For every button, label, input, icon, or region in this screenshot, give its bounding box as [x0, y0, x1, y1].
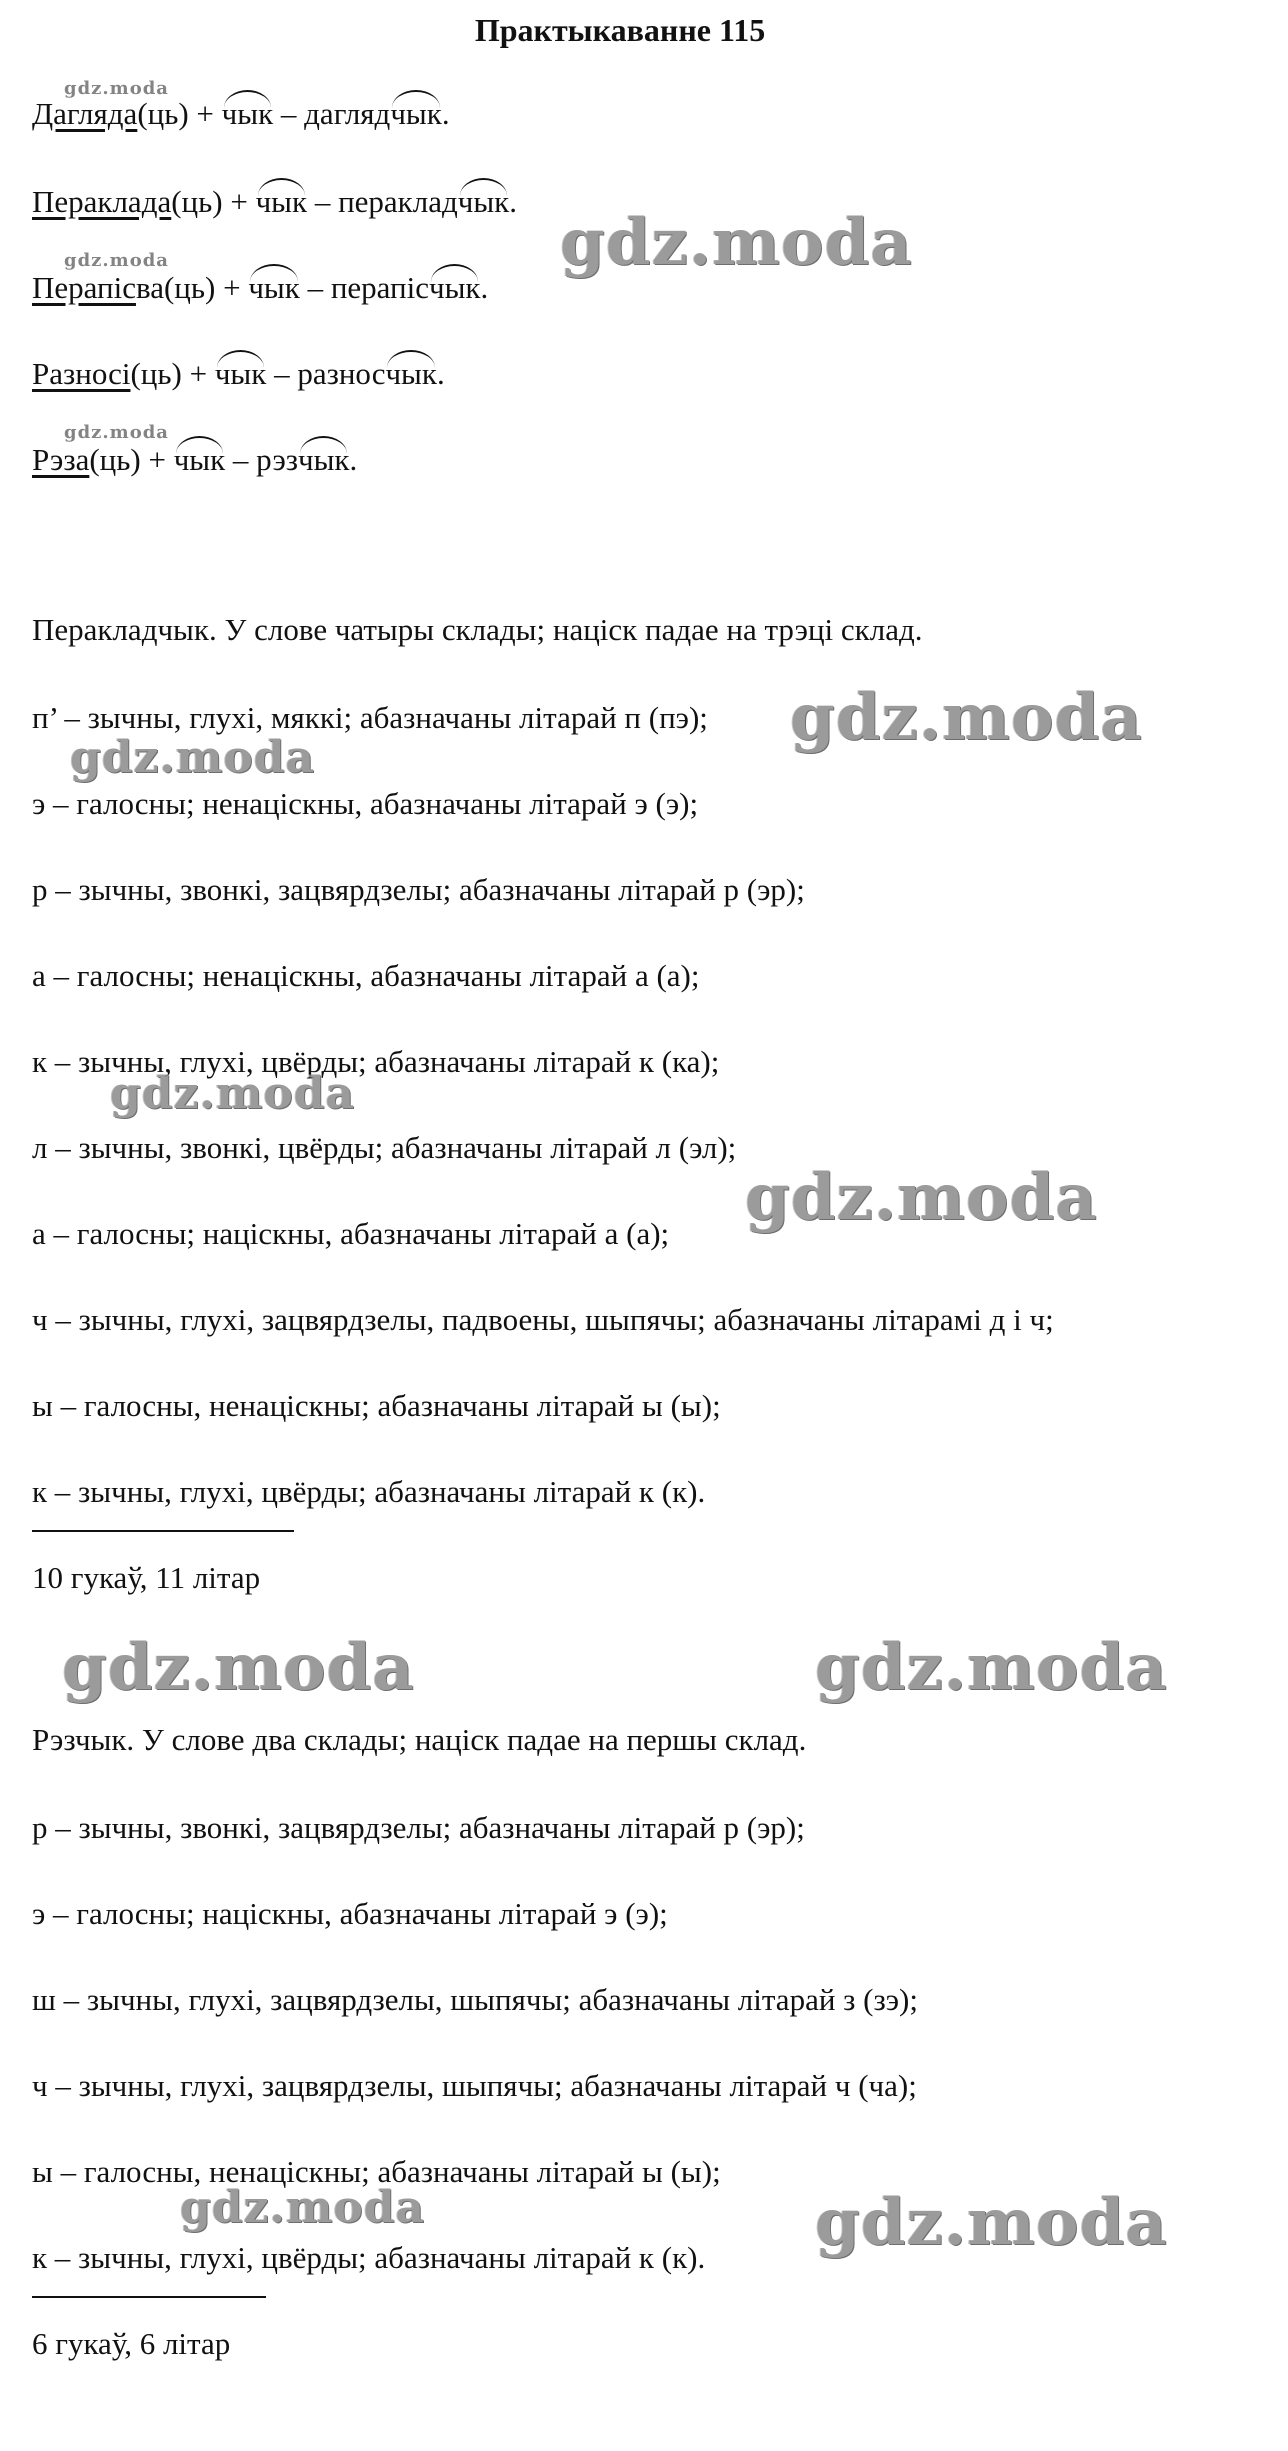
- total-count: 6 гукаў, 6 літар: [32, 2326, 231, 2361]
- word-stem: Пераклада: [32, 184, 172, 219]
- sound-line: а – галосны; ненаціскны, абазначаны літарай а (а);: [32, 958, 700, 993]
- sound-line: а – галосны; націскны, абазначаны літарай а (а);: [32, 1216, 670, 1251]
- suffix-mark: чык: [173, 442, 226, 477]
- watermark: gdz.moda: [815, 2185, 1168, 2260]
- sound-line: р – зычны, звонкі, зацвярдзелы; абазначаны літарай р (эр);: [32, 1810, 805, 1845]
- watermark: gdz.moda: [560, 205, 913, 280]
- watermark: gdz.moda: [790, 680, 1143, 755]
- sound-line: э – галосны; націскны, абазначаны літарай э (э);: [32, 1896, 668, 1931]
- sound-line: к – зычны, глухі, цвёрды; абазначаны літарай к (к).: [32, 2240, 706, 2275]
- sound-line: п’ – зычны, глухі, мяккі; абазначаны літарай п (пэ);: [32, 700, 708, 735]
- suffix-mark: чык: [221, 96, 274, 131]
- divider: [32, 1530, 294, 1532]
- suffix-mark: чык: [390, 96, 442, 131]
- sound-line: к – зычны, глухі, цвёрды; абазначаны літарай к (к).: [32, 1474, 706, 1509]
- sound-line: к – зычны, глухі, цвёрды; абазначаны літарай к (ка);: [32, 1044, 720, 1079]
- word-stem: Перапіс: [32, 270, 136, 305]
- sound-line: ы – галосны, ненаціскны; абазначаны літарай ы (ы);: [32, 2154, 721, 2189]
- word-stem: Разносі: [32, 356, 131, 391]
- formation-line: Дагляда(ць) + чык – даглядчык.: [32, 96, 450, 131]
- formation-line: Рэза(ць) + чык – рэзчык.: [32, 442, 358, 477]
- watermark: gdz.moda: [745, 1160, 1098, 1235]
- formation-line: Разносі(ць) + чык – разносчык.: [32, 356, 445, 391]
- watermark: gdz.moda: [64, 78, 169, 99]
- divider: [32, 2296, 266, 2298]
- watermark: gdz.moda: [64, 250, 169, 271]
- formation-line: Перапісва(ць) + чык – перапісчык.: [32, 270, 489, 305]
- sound-line: л – зычны, звонкі, цвёрды; абазначаны літарай л (эл);: [32, 1130, 737, 1165]
- page-title: Практыкаванне 115: [474, 12, 766, 48]
- suffix-mark: чык: [428, 270, 481, 305]
- watermark: gdz.moda: [180, 2182, 426, 2233]
- formation-line: Пераклада(ць) + чык – перaкладчык.: [32, 184, 517, 219]
- sound-line: ы – галосны, ненаціскны; абазначаны літарай ы (ы);: [32, 1388, 721, 1423]
- suffix-mark: чык: [248, 270, 300, 305]
- sound-line: э – галосны; ненаціскны, абазначаны літарай э (э);: [32, 786, 699, 821]
- watermark: gdz.moda: [62, 1630, 415, 1705]
- watermark: gdz.moda: [70, 732, 316, 783]
- watermark: gdz.moda: [815, 1630, 1168, 1705]
- suffix-mark: чык: [298, 442, 350, 477]
- suffix-mark: чык: [255, 184, 308, 219]
- suffix-mark: чык: [385, 356, 437, 391]
- word-stem: Дагляда: [32, 96, 138, 131]
- sound-line: ч – зычны, глухі, зацвярдзелы, шыпячы; абазначаны літарай ч (ча);: [32, 2068, 917, 2103]
- sound-line: ш – зычны, глухі, зацвярдзелы, шыпячы; абазначаны літарай з (зэ);: [32, 1982, 918, 2017]
- analysis-intro: Перакладчык. У слове чатыры склады; націск падае на трэці склад.: [32, 612, 923, 647]
- suffix-mark: чык: [214, 356, 267, 391]
- suffix-mark: чык: [457, 184, 510, 219]
- total-count: 10 гукаў, 11 літар: [32, 1560, 261, 1595]
- analysis-intro: Рэзчык. У слове два склады; націск падае на першы склад.: [32, 1722, 807, 1757]
- watermark: gdz.moda: [64, 422, 169, 443]
- watermark: gdz.moda: [110, 1068, 356, 1119]
- sound-line: р – зычны, звонкі, зацвярдзелы; абазначаны літарай р (эр);: [32, 872, 805, 907]
- sound-line: ч – зычны, глухі, зацвярдзелы, падвоены, шыпячы; абазначаны літарамі д і ч;: [32, 1302, 1054, 1337]
- word-stem: Рэза: [32, 442, 90, 477]
